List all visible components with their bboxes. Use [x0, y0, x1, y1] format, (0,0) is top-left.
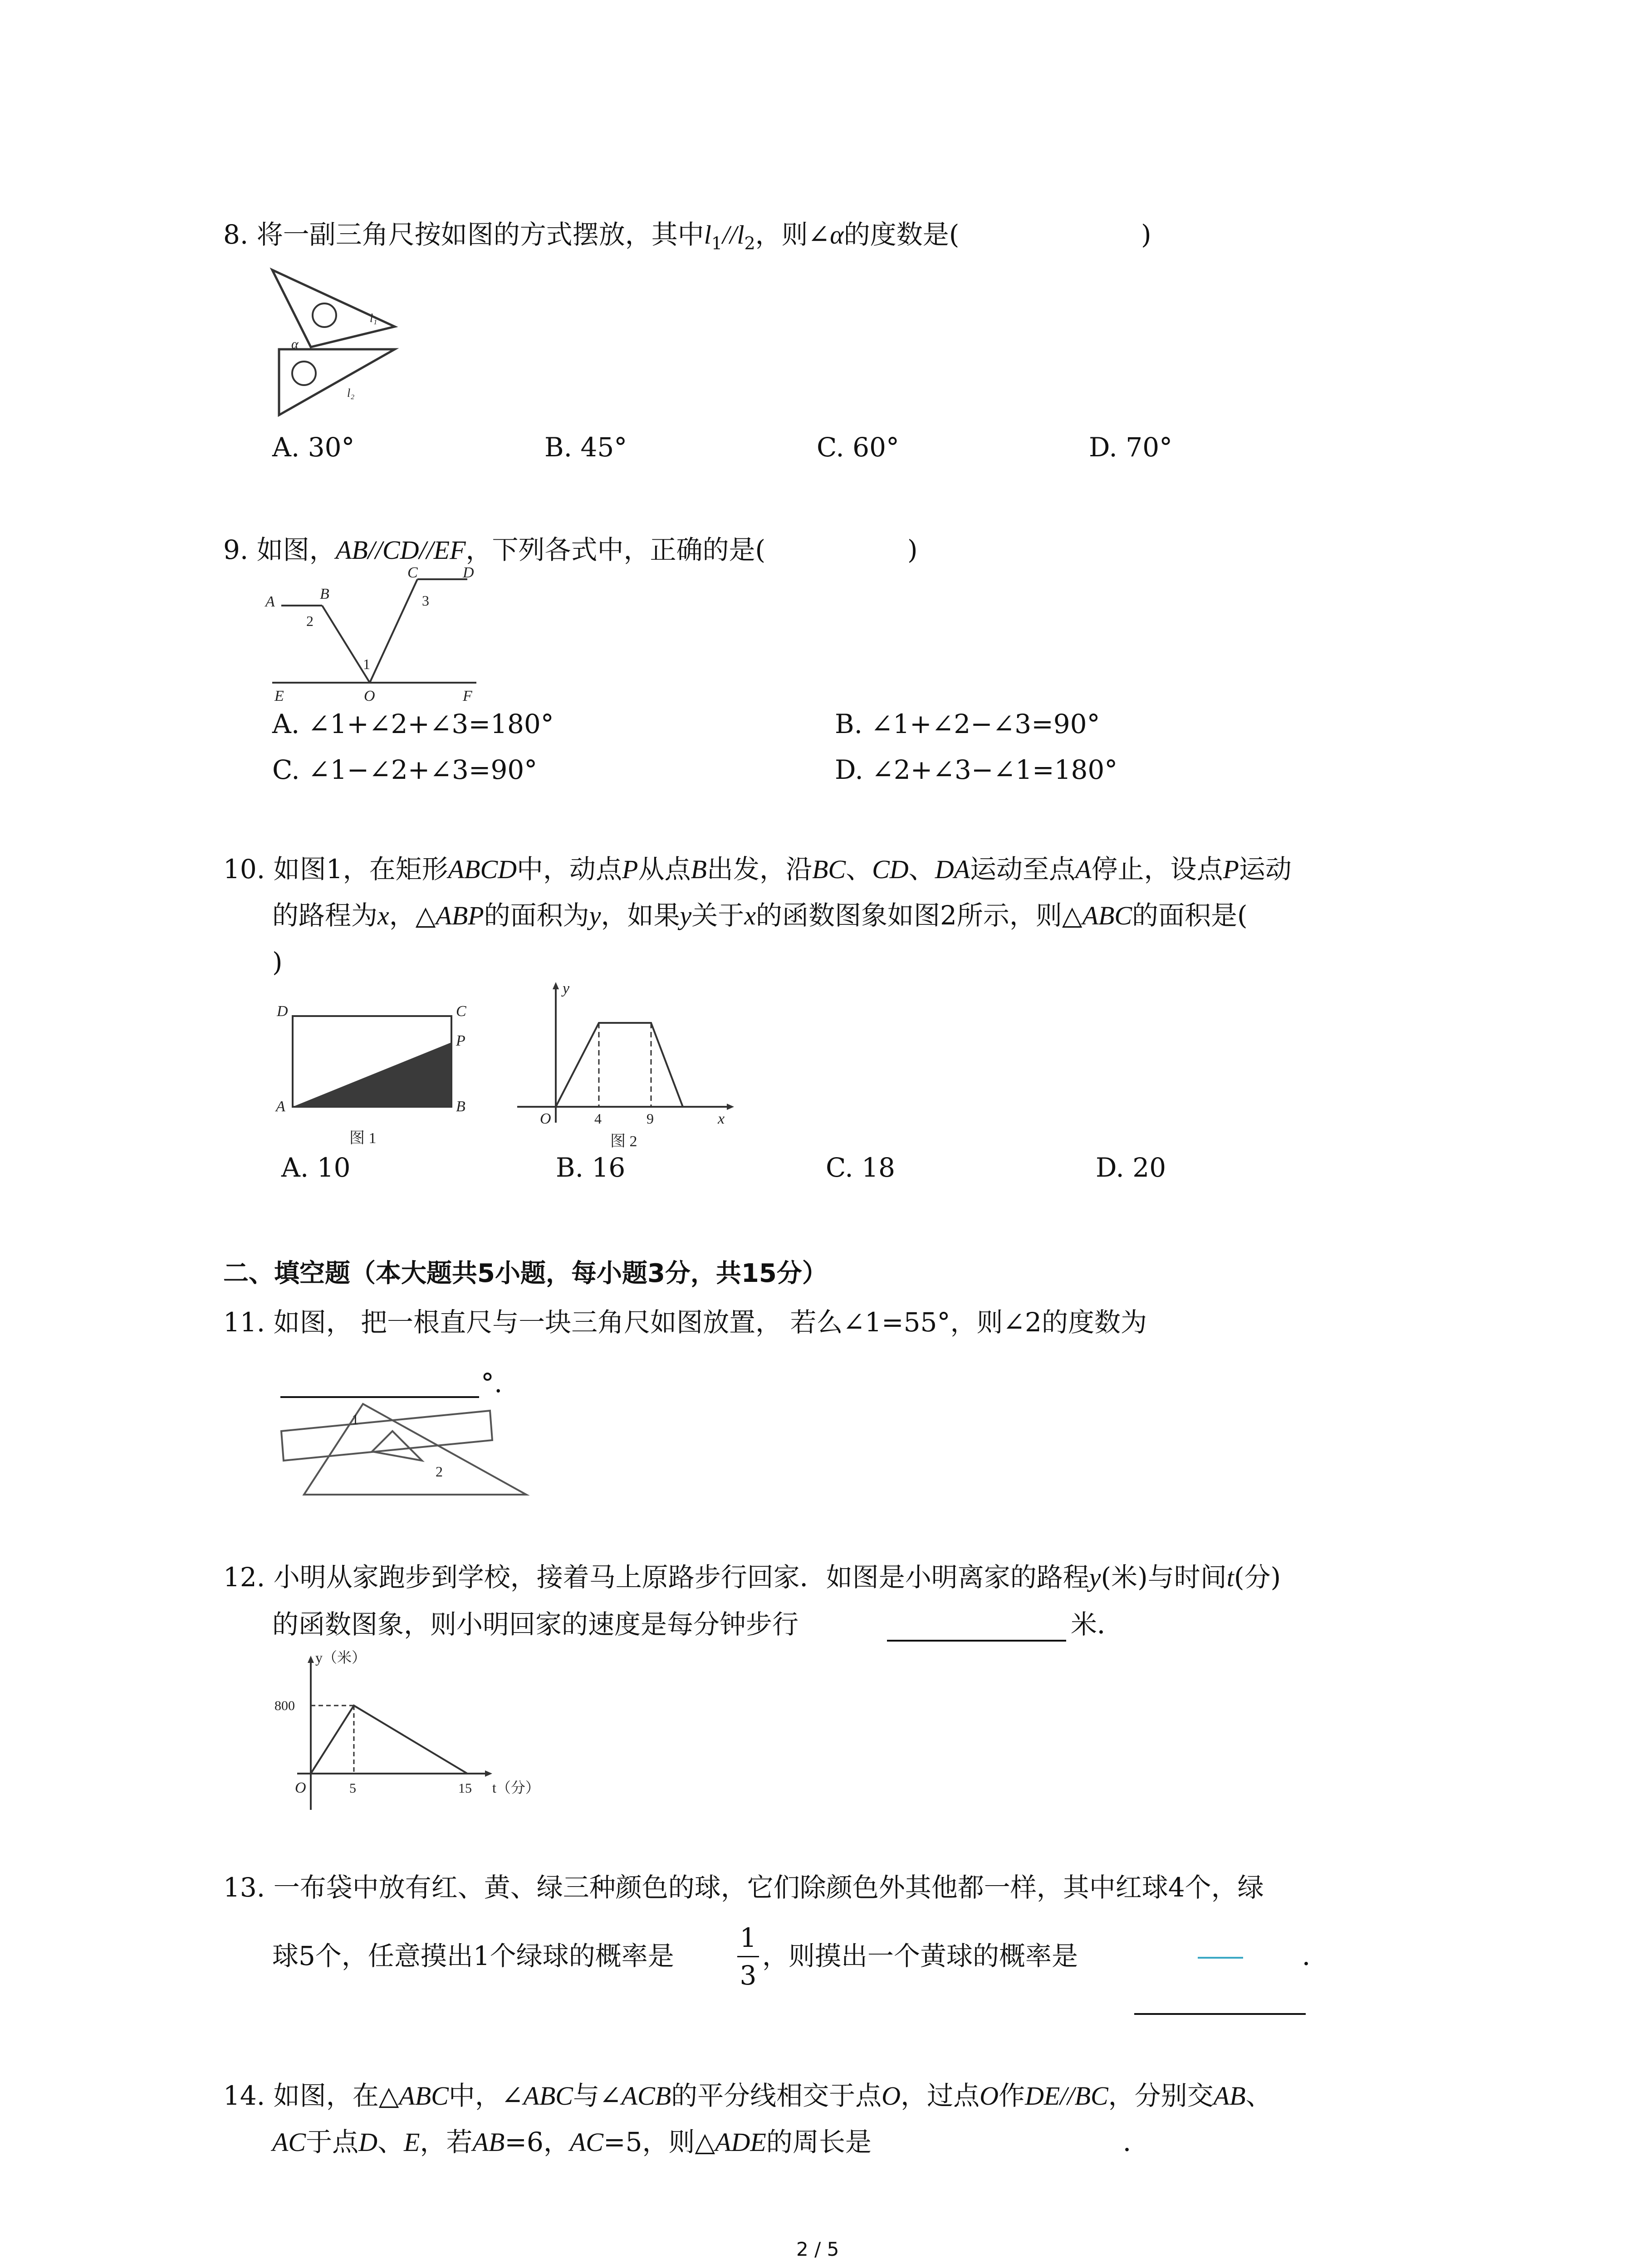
q8-option-c: C. 60°	[817, 432, 899, 463]
q10-l1-a: 如图1，在矩形	[273, 854, 448, 885]
q9-label-o: O	[364, 688, 375, 704]
q8-number: 8.	[223, 219, 249, 250]
q10-fig1-label-p: P	[456, 1032, 465, 1049]
q12-l1-c: (米)与时间	[1101, 1562, 1227, 1593]
q12-l1-e: (分)	[1234, 1562, 1281, 1593]
q9-option-d: D. ∠2+∠3−∠1=180°	[835, 754, 1118, 785]
q11-label-angle2: 2	[436, 1463, 443, 1480]
q12-answer-blank[interactable]	[887, 1640, 1066, 1642]
q10-line1	[223, 856, 1292, 883]
q10-l1-m: 运动至点	[970, 854, 1076, 885]
q14-l2-c: D	[358, 2127, 378, 2157]
q14-l1-l: DE//BC	[1024, 2081, 1108, 2111]
q14-number: 14.	[223, 2080, 265, 2111]
q12-label-o: O	[295, 1779, 306, 1796]
q14-answer-blank[interactable]	[948, 2157, 1116, 2159]
q8-text-c: 的度数是(	[843, 219, 960, 250]
q8-l1-sub: 1	[711, 233, 723, 254]
q8-text-a: 将一副三角尺按如图的方式摆放，其中	[256, 219, 704, 250]
q13-line1	[223, 1874, 1264, 1901]
q10-fig2-x-arrow	[727, 1104, 734, 1110]
q10-fig2-tick-4: 4	[594, 1110, 602, 1127]
q14-l1-b: ABC	[399, 2081, 449, 2111]
q11-answer-blank[interactable]	[280, 1396, 479, 1398]
q9-label-a: A	[265, 593, 275, 610]
q8-option-a: A. 30°	[272, 432, 355, 463]
q9-number: 9.	[223, 534, 249, 565]
q10-l1-j: CD	[872, 855, 909, 884]
q14-period: ．	[1123, 2126, 1150, 2157]
q10-l1-p: P	[1223, 855, 1239, 884]
q14-l1-j: O	[980, 2081, 999, 2111]
q10-l1-n: A	[1075, 855, 1092, 884]
q8-upper-hole	[313, 303, 336, 327]
q10-fig1-label-c: C	[456, 1003, 466, 1020]
q10-fig1-label-a: A	[276, 1098, 285, 1115]
q12-label-ylabel: y（米）	[315, 1649, 367, 1666]
q14-l1-k: 作	[998, 2080, 1025, 2111]
q8-label-alpha: α	[291, 337, 299, 352]
q12-number: 12.	[223, 1562, 265, 1593]
section-2-title: 二、填空题（本大题共5小题，每小题3分，共15分）	[223, 1259, 828, 1288]
q8-close-paren: )	[1141, 219, 1151, 250]
q13-line2-b: ，则摸出一个黄球的概率是	[762, 1941, 1078, 1971]
q10-fig1-caption: 图 1	[349, 1130, 377, 1147]
q12-y-arrow	[308, 1656, 314, 1663]
q8-label-l1: l₁	[370, 312, 377, 325]
q10-l2-b: x	[377, 901, 389, 930]
q12-label-5: 5	[349, 1781, 356, 1796]
q10-fig1-label-d: D	[277, 1003, 288, 1020]
q8-option-b: B. 45°	[544, 432, 627, 463]
q11-tail: °.	[481, 1368, 503, 1398]
q11-figure	[272, 1402, 535, 1501]
q13-period: ．	[1302, 1941, 1329, 1971]
q14-l2-k: ADE	[715, 2127, 766, 2157]
q9-label-angle2: 2	[306, 613, 314, 629]
q10-l2-m: 的面积是(	[1132, 900, 1248, 931]
q14-line1	[223, 2082, 1272, 2109]
q9-option-c: C. ∠1−∠2+∠3=90°	[272, 754, 538, 785]
q10-l2-i: 关于	[691, 900, 745, 931]
q10-fig2-tick-9: 9	[647, 1110, 654, 1127]
q11-inner-triangle	[372, 1431, 422, 1461]
q10-fig2-label-x: x	[718, 1110, 725, 1127]
q14-l2-e: E	[404, 2127, 420, 2157]
q10-l2-a: 的路程为	[272, 900, 378, 931]
q8-alpha: α	[830, 220, 844, 249]
q14-l2-a: AC	[272, 2127, 306, 2157]
q14-line2	[272, 2126, 872, 2157]
q14-l1-m: ，分别交	[1108, 2080, 1214, 2111]
q9-label-f: F	[463, 688, 472, 704]
q10-l1-c: 中，动点	[517, 854, 622, 885]
q11-text: 如图， 把一根直尺与一块三角尺如图放置， 若么∠1=55°，则∠2的度数为	[273, 1307, 1147, 1338]
q10-figure-2	[517, 978, 744, 1152]
q12-label-800: 800	[274, 1698, 295, 1713]
q10-l2-h: y	[680, 901, 692, 930]
q10-option-a: A. 10	[281, 1152, 351, 1183]
q14-l1-c: 中，∠	[448, 2080, 524, 2111]
q13-fraction	[737, 1922, 759, 1991]
q14-l1-i: ，过点	[901, 2080, 980, 2111]
q14-l2-b: 于点	[306, 2126, 359, 2157]
q9-stem	[223, 534, 766, 565]
q13-l1: 一布袋中放有红、黄、绿三种颜色的球，它们除颜色外其他都一样，其中红球4个，绿	[273, 1872, 1264, 1903]
q9-label-b: B	[320, 586, 329, 602]
q10-fig2-label-o: O	[540, 1110, 551, 1127]
q14-l1-o: 、	[1245, 2080, 1272, 2111]
q8-parallel: //	[722, 220, 737, 249]
q8-lower-hole	[292, 362, 316, 385]
q10-l1-q: 运动	[1239, 854, 1292, 885]
q10-fig2-y-arrow	[553, 982, 559, 989]
q9-label-angle3: 3	[422, 592, 429, 609]
q14-l2-j: =5，则△	[603, 2126, 715, 2157]
q14-l1-g: 的平分线相交于点	[671, 2080, 882, 2111]
q14-l2-l: 的周长是	[766, 2126, 872, 2157]
q13-frac-den: 3	[740, 1960, 757, 1991]
q9-option-a: A. ∠1+∠2+∠3=180°	[272, 709, 554, 739]
q14-l2-f: ，若	[420, 2126, 473, 2157]
q10-fig1-label-b: B	[456, 1098, 465, 1115]
q13-frac-bar	[737, 1956, 759, 1957]
q9-line-co	[370, 579, 417, 683]
q9-label-c: C	[407, 564, 418, 581]
q14-l1-a: 如图，在△	[273, 2080, 399, 2111]
q10-l2-c: ，△	[389, 900, 436, 931]
q10-l2-j: x	[744, 901, 756, 930]
q12-label-15: 15	[458, 1781, 472, 1796]
q10-fig2-caption: 图 2	[610, 1133, 637, 1150]
q8-stem	[223, 221, 959, 252]
q10-l1-d: P	[622, 855, 638, 884]
q13-number: 13.	[223, 1872, 265, 1903]
q10-l1-o: 停止，设点	[1091, 854, 1223, 885]
q11-label-angle1: 1	[352, 1411, 359, 1427]
q14-l1-d: ABC	[523, 2081, 573, 2111]
q8-l2: l	[737, 220, 745, 249]
q12-line1	[223, 1564, 1281, 1591]
q10-fig2-graph	[556, 1023, 683, 1107]
q9-text-a: 如图，	[256, 534, 336, 565]
page-number: 2 / 5	[796, 2238, 839, 2260]
q10-shaded-triangle	[293, 1042, 451, 1107]
q8-l2-sub: 2	[744, 233, 755, 254]
q10-option-b: B. 16	[556, 1152, 626, 1183]
q10-l2-e: 的面积为	[484, 900, 589, 931]
q10-close-paren: )	[272, 947, 283, 978]
q10-l2-g: ，如果	[601, 900, 680, 931]
q10-line2	[272, 902, 1248, 929]
q14-l1-h: O	[882, 2081, 901, 2111]
q14-l2-g: AB	[472, 2127, 505, 2157]
q9-option-b: B. ∠1+∠2−∠3=90°	[835, 709, 1100, 739]
q14-l1-f: ACB	[621, 2081, 671, 2111]
q9-expr: AB//CD//EF	[335, 535, 466, 565]
q12-l1-a: 小明从家跑步到学校，接着马上原路步行回家．如图是小明离家的路程	[273, 1562, 1089, 1593]
q11-number: 11.	[223, 1307, 265, 1338]
q12-figure	[272, 1647, 554, 1819]
q10-l2-f: y	[589, 901, 601, 930]
q10-l1-l: DA	[935, 855, 970, 884]
q10-option-d: D. 20	[1096, 1152, 1166, 1183]
q9-figure	[263, 564, 499, 705]
q13-frac-num: 1	[740, 1922, 757, 1953]
q8-l1: l	[704, 220, 711, 249]
q12-line2-b: 米．	[1071, 1609, 1124, 1640]
q8-figure	[268, 268, 404, 422]
q12-l1-b: y	[1089, 1563, 1101, 1592]
q13-answer-blank[interactable]	[1134, 2013, 1306, 2015]
q9-label-angle1: 1	[363, 656, 370, 672]
q10-l1-f: B	[691, 855, 707, 884]
q14-l1-e: 与∠	[573, 2080, 622, 2111]
q12-graph	[311, 1706, 467, 1774]
q8-label-l2: l₂	[347, 386, 355, 400]
q10-l2-l: ABC	[1082, 901, 1132, 930]
q12-label-xlabel: t（分）	[492, 1779, 540, 1796]
q10-fig2-label-y: y	[563, 980, 570, 997]
q10-l1-e: 从点	[638, 854, 691, 885]
q9-label-e: E	[274, 688, 284, 704]
q10-l1-b: ABCD	[448, 855, 517, 884]
q10-l2-k: 的函数图象如图2所示，则△	[755, 900, 1083, 931]
q13-line2-a: 球5个，任意摸出1个绿球的概率是	[272, 1941, 674, 1971]
q13-accent-dash	[1198, 1957, 1243, 1959]
q10-number: 10.	[223, 854, 265, 885]
q10-l1-i: 、	[846, 854, 872, 885]
q11-stem	[223, 1307, 1147, 1338]
q14-l1-n: AB	[1213, 2081, 1246, 2111]
q12-x-arrow	[485, 1770, 492, 1777]
q14-l2-i: AC	[569, 2127, 603, 2157]
q10-l2-d: ABP	[436, 901, 484, 930]
q9-text-b: ，下列各式中，正确的是(	[465, 534, 766, 565]
q10-option-c: C. 18	[826, 1152, 895, 1183]
q10-l1-k: 、	[908, 854, 935, 885]
q12-line2-a: 的函数图象，则小明回家的速度是每分钟步行	[272, 1609, 799, 1640]
q9-label-d: D	[463, 564, 474, 581]
q14-l2-d: 、	[377, 2126, 404, 2157]
q9-close-paren: )	[907, 534, 918, 565]
q14-l2-h: =6，	[505, 2126, 570, 2157]
q10-figure-1	[272, 998, 472, 1152]
q8-option-d: D. 70°	[1089, 432, 1173, 463]
q10-l1-g: 出发，沿	[706, 854, 812, 885]
q8-text-b: ，则∠	[755, 219, 830, 250]
q12-l1-d: t	[1226, 1563, 1234, 1592]
q10-l1-h: BC	[812, 855, 846, 884]
